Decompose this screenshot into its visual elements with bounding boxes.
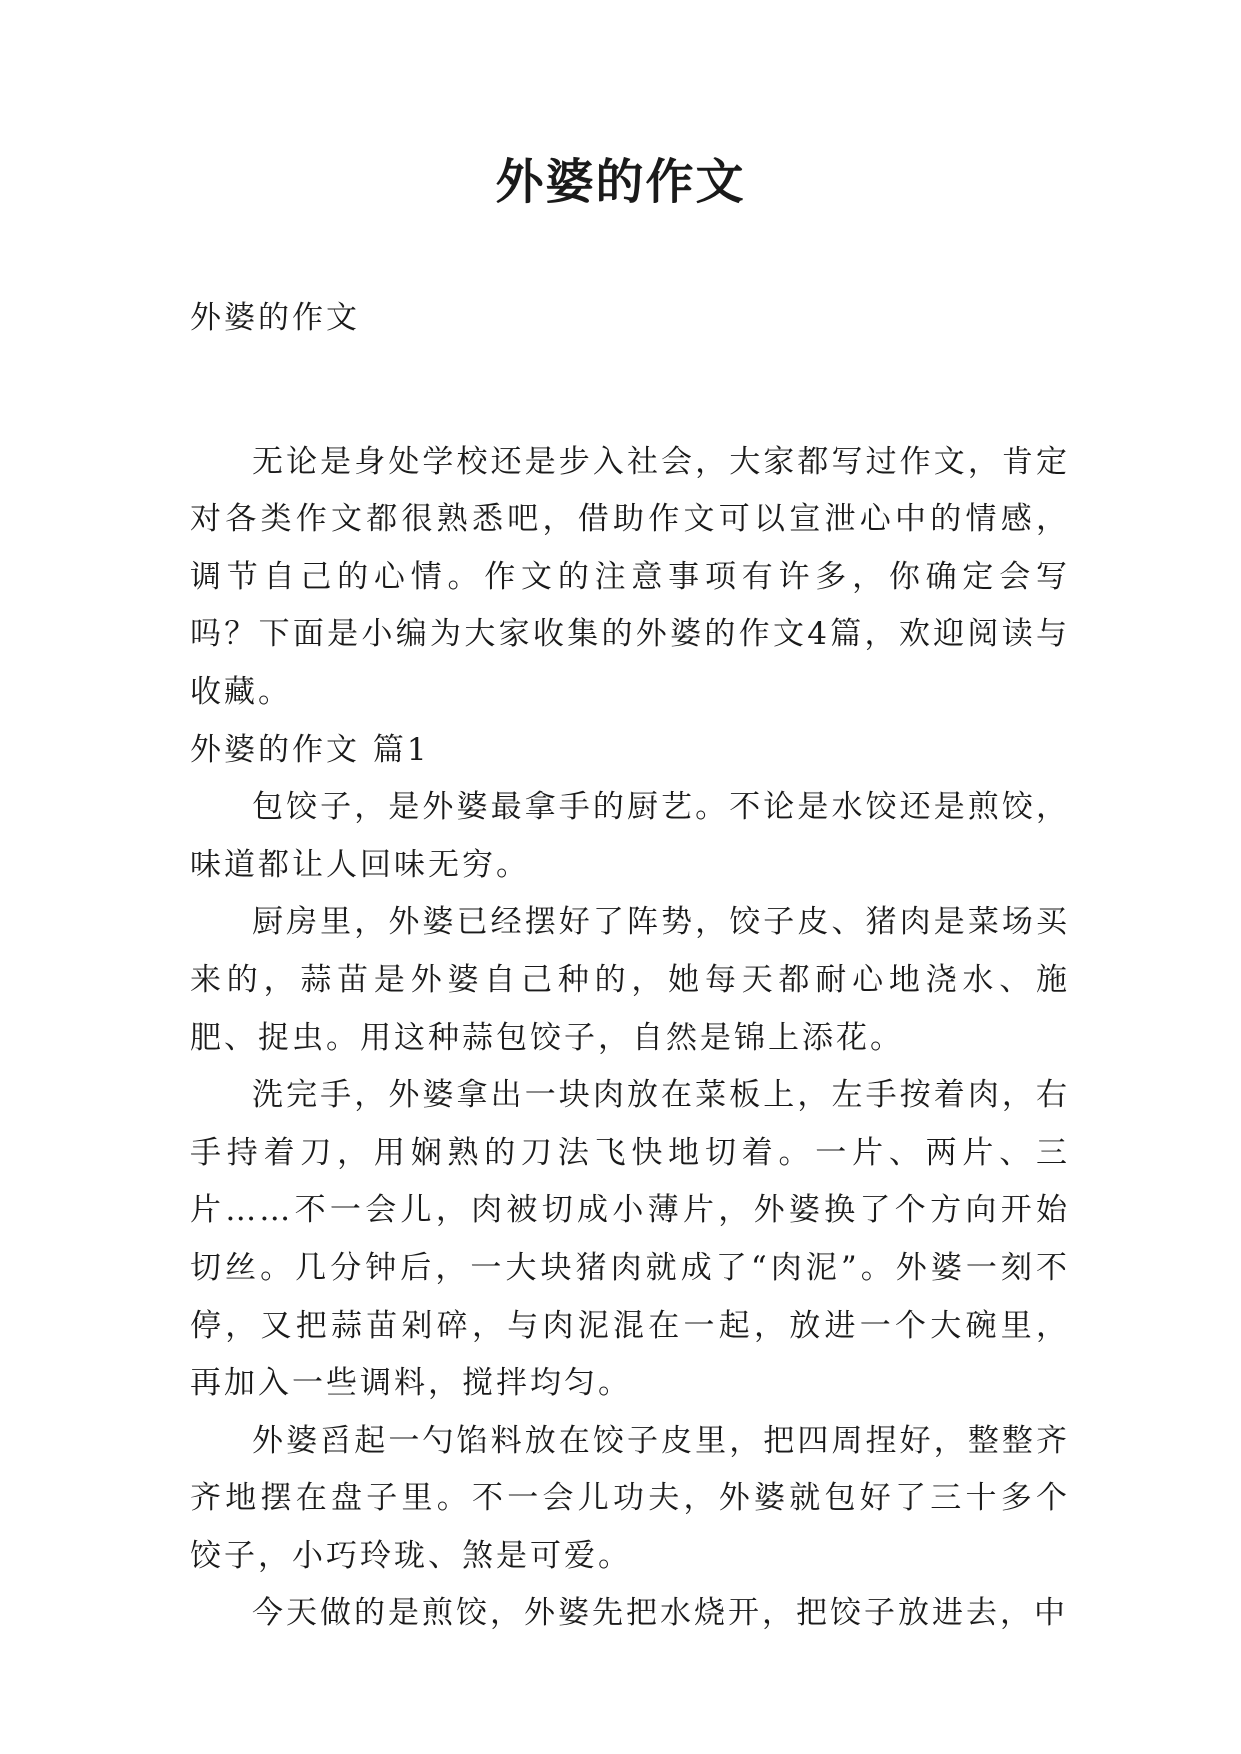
intro-paragraph: 无论是身处学校还是步入社会，大家都写过作文，肯定对各类作文都很熟悉吧，借助作文可以宣泄心中的情感，调节自己的心情。作文的注意事项有许多，你确定会写吗？下面是小编为大家收集的外婆的作文4篇，欢迎阅读与收藏。 [190,443,1070,710]
body-paragraph: 洗完手，外婆拿出一块肉放在菜板上，左手按着肉，右手持着刀，用娴熟的刀法飞快地切着。一片、两片、三片……不一会儿，肉被切成小薄片，外婆换了个方向开始切丝。几分钟后，一大块猪肉就成了“肉泥”。外婆一刻不停，又把蒜苗剁碎，与肉泥混在一起，放进一个大碗里，再加入一些调料，搅拌均匀。 [190,1077,1070,1402]
body-paragraph: 今天做的是煎饺，外婆先把水烧开，把饺子放进去，中 [252,1595,1068,1632]
section-heading: 外婆的作文 篇1 [190,731,430,768]
body-paragraph: 外婆舀起一勺馅料放在饺子皮里，把四周捏好，整整齐齐地摆在盘子里。不一会儿功夫，外婆就包好了三十多个饺子，小巧玲珑、煞是可爱。 [190,1422,1070,1574]
page-title: 外婆的作文 [495,154,746,210]
document-subtitle: 外婆的作文 [190,300,360,336]
document-body [190,290,1070,1643]
body-paragraph: 包饺子，是外婆最拿手的厨艺。不论是水饺还是煎饺，味道都让人回味无穷。 [190,789,1070,883]
body-paragraph: 厨房里，外婆已经摆好了阵势，饺子皮、猪肉是菜场买来的，蒜苗是外婆自己种的，她每天都耐心地浇水、施肥、捉虫。用这种蒜包饺子，自然是锦上添花。 [190,904,1070,1056]
